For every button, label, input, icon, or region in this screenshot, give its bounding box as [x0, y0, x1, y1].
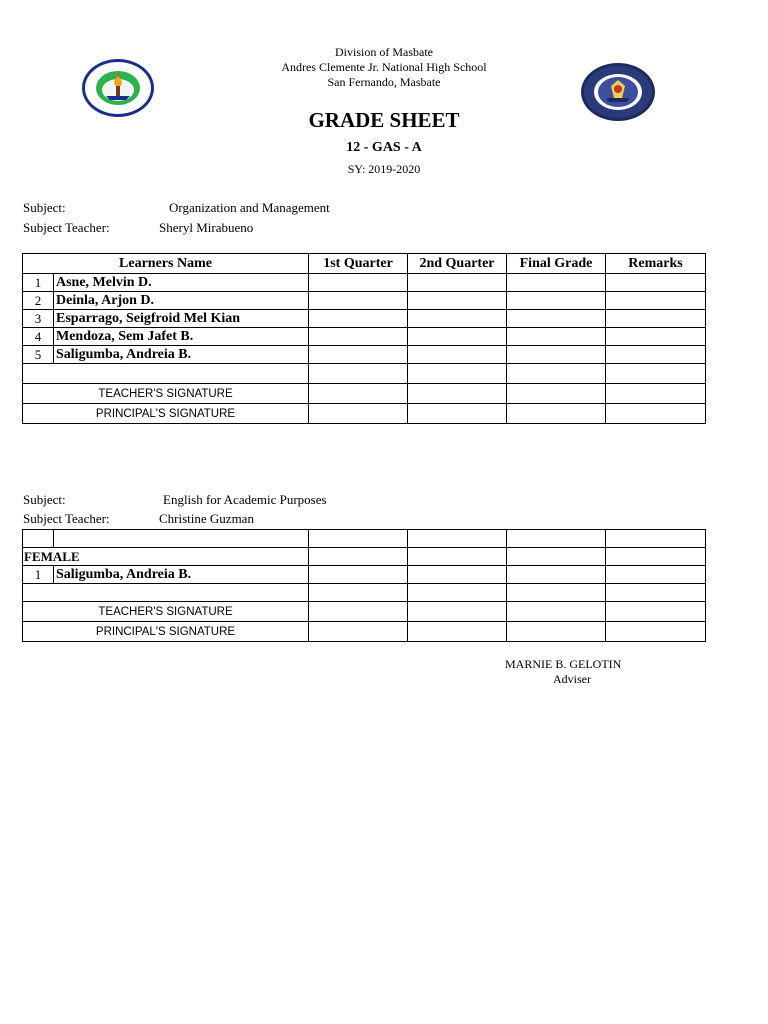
- signature-cell[interactable]: [408, 602, 507, 622]
- empty-cell: [408, 364, 507, 384]
- signature-cell[interactable]: [606, 384, 706, 404]
- signature-cell[interactable]: [507, 384, 606, 404]
- empty-cell: [606, 364, 706, 384]
- table-header-row: [23, 254, 706, 274]
- grade-cell-2nd-quarter[interactable]: [408, 292, 507, 310]
- empty-cell: [23, 530, 54, 548]
- empty-row: [23, 364, 706, 384]
- learner-name: Asne, Melvin D.: [54, 274, 309, 292]
- school-year: SY: 2019-2020: [347, 162, 421, 176]
- grade-cell-1st-quarter[interactable]: [309, 310, 408, 328]
- column-header-remarks: Remarks: [606, 254, 706, 274]
- empty-cell: [54, 530, 309, 548]
- section-label: 12 - GAS - A: [346, 140, 422, 155]
- empty-row: [23, 584, 706, 602]
- teacher-signature-label: TEACHER'S SIGNATURE: [23, 384, 309, 404]
- grade-cell-final-grade[interactable]: [507, 346, 606, 364]
- empty-cell: [309, 584, 408, 602]
- principal-signature-row: [23, 622, 706, 642]
- signature-cell[interactable]: [507, 622, 606, 642]
- signature-cell[interactable]: [309, 384, 408, 404]
- subject-label: Subject:: [23, 492, 66, 507]
- learner-name: Saligumba, Andreia B.: [54, 346, 309, 364]
- subject-teacher-name: Sheryl Mirabueno: [159, 220, 254, 235]
- table-row: [23, 310, 706, 328]
- signature-cell[interactable]: [408, 404, 507, 424]
- signature-cell[interactable]: [507, 404, 606, 424]
- signature-cell[interactable]: [309, 602, 408, 622]
- empty-cell: [507, 548, 606, 566]
- empty-cell: [507, 530, 606, 548]
- empty-cell: [507, 364, 606, 384]
- grade-cell-1st-quarter[interactable]: [309, 346, 408, 364]
- grade-cell-final-grade[interactable]: [507, 310, 606, 328]
- grade-cell-remarks[interactable]: [606, 310, 706, 328]
- empty-cell: [507, 584, 606, 602]
- school-name: Andres Clemente Jr. National High School: [281, 60, 487, 74]
- grade-cell-1st-quarter[interactable]: [309, 292, 408, 310]
- teacher-signature-row: [23, 602, 706, 622]
- grade-cell-1st-quarter[interactable]: [309, 566, 408, 584]
- empty-cell: [606, 548, 706, 566]
- grade-table-2: [22, 529, 706, 642]
- grade-table-1: [22, 253, 706, 424]
- signature-cell[interactable]: [606, 602, 706, 622]
- empty-cell: [408, 584, 507, 602]
- column-header-final-grade: Final Grade: [507, 254, 606, 274]
- row-number: 3: [23, 310, 54, 328]
- grade-cell-remarks[interactable]: [606, 346, 706, 364]
- column-header-2nd-quarter: 2nd Quarter: [408, 254, 507, 274]
- row-number: 1: [23, 566, 54, 584]
- adviser-role: Adviser: [553, 672, 591, 686]
- page-title: GRADE SHEET: [308, 108, 460, 132]
- column-header-1st-quarter: 1st Quarter: [309, 254, 408, 274]
- empty-cell: [309, 530, 408, 548]
- teacher-signature-label: TEACHER'S SIGNATURE: [23, 602, 309, 622]
- empty-cell: [606, 530, 706, 548]
- subject-teacher-label: Subject Teacher:: [23, 511, 110, 526]
- grade-cell-final-grade[interactable]: [507, 274, 606, 292]
- adviser-name: MARNIE B. GELOTIN: [505, 657, 622, 671]
- school-location: San Fernando, Masbate: [327, 75, 441, 89]
- learner-name: Mendoza, Sem Jafet B.: [54, 328, 309, 346]
- grade-cell-1st-quarter[interactable]: [309, 328, 408, 346]
- grade-cell-2nd-quarter[interactable]: [408, 328, 507, 346]
- empty-cell: [408, 530, 507, 548]
- group-label-female: FEMALE: [23, 548, 309, 566]
- row-number: 4: [23, 328, 54, 346]
- principal-signature-row: [23, 404, 706, 424]
- signature-cell[interactable]: [408, 384, 507, 404]
- table-row: [23, 328, 706, 346]
- grade-cell-remarks[interactable]: [606, 328, 706, 346]
- empty-cell: [23, 364, 309, 384]
- grade-cell-final-grade[interactable]: [507, 328, 606, 346]
- group-row: [23, 548, 706, 566]
- row-number: 5: [23, 346, 54, 364]
- teacher-signature-row: [23, 384, 706, 404]
- grade-cell-1st-quarter[interactable]: [309, 274, 408, 292]
- table-row: [23, 346, 706, 364]
- grade-cell-2nd-quarter[interactable]: [408, 346, 507, 364]
- learner-name: Esparrago, Seigfroid Mel Kian: [54, 310, 309, 328]
- empty-cell: [606, 584, 706, 602]
- signature-cell[interactable]: [507, 602, 606, 622]
- row-number: 2: [23, 292, 54, 310]
- subject-teacher-label: Subject Teacher:: [23, 220, 110, 235]
- grade-cell-final-grade[interactable]: [507, 566, 606, 584]
- grade-cell-remarks[interactable]: [606, 274, 706, 292]
- blank-header-row: [23, 530, 706, 548]
- principal-signature-label: PRINCIPAL'S SIGNATURE: [23, 622, 309, 642]
- signature-cell[interactable]: [606, 622, 706, 642]
- signature-cell[interactable]: [606, 404, 706, 424]
- grade-cell-2nd-quarter[interactable]: [408, 274, 507, 292]
- empty-cell: [309, 548, 408, 566]
- table-row: [23, 292, 706, 310]
- learner-name: Saligumba, Andreia B.: [54, 566, 309, 584]
- row-number: 1: [23, 274, 54, 292]
- division-name: Division of Masbate: [335, 45, 433, 59]
- subject-label: Subject:: [23, 200, 66, 215]
- subject-name: Organization and Management: [169, 200, 330, 215]
- grade-cell-2nd-quarter[interactable]: [408, 566, 507, 584]
- subject-name: English for Academic Purposes: [163, 492, 327, 507]
- grade-cell-remarks[interactable]: [606, 292, 706, 310]
- empty-cell: [408, 548, 507, 566]
- column-header-learners-name: Learners Name: [23, 254, 309, 274]
- principal-signature-label: PRINCIPAL'S SIGNATURE: [23, 404, 309, 424]
- subject-teacher-name: Christine Guzman: [159, 511, 254, 526]
- empty-cell: [309, 364, 408, 384]
- grade-cell-remarks[interactable]: [606, 566, 706, 584]
- signature-cell[interactable]: [408, 622, 507, 642]
- learner-name: Deinla, Arjon D.: [54, 292, 309, 310]
- grade-cell-2nd-quarter[interactable]: [408, 310, 507, 328]
- table-row: [23, 566, 706, 584]
- grade-cell-final-grade[interactable]: [507, 292, 606, 310]
- signature-cell[interactable]: [309, 404, 408, 424]
- signature-cell[interactable]: [309, 622, 408, 642]
- empty-cell: [23, 584, 309, 602]
- table-row: [23, 274, 706, 292]
